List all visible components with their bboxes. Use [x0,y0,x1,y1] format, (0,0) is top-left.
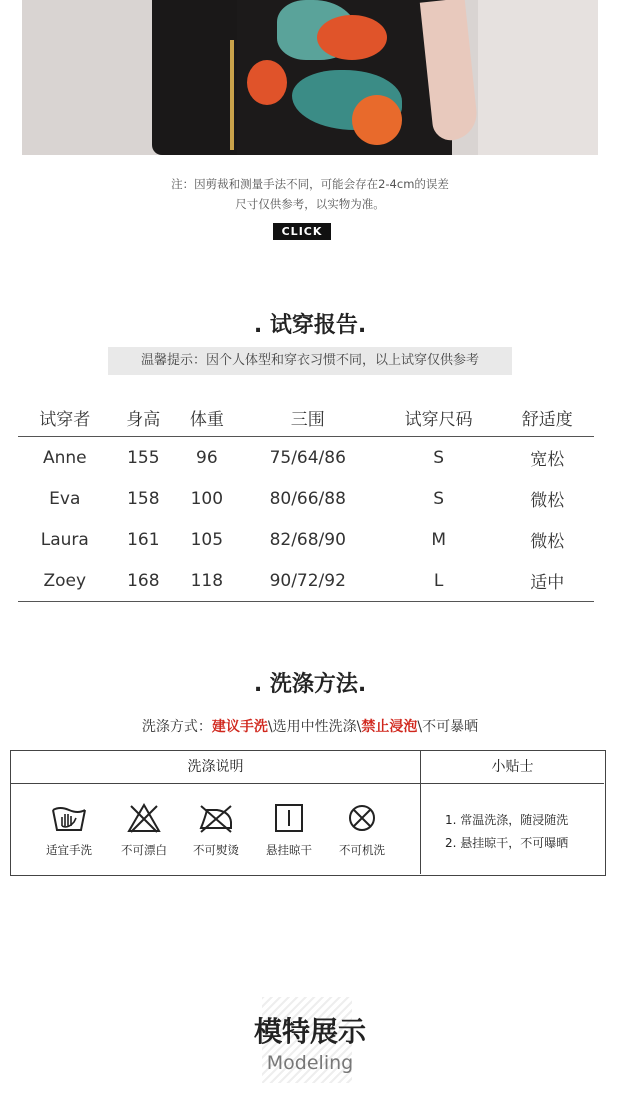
table-row [18,560,594,602]
cell: M [431,529,446,550]
model-section-title: 模特展示 [253,1015,366,1048]
care-item [111,802,177,858]
cell: L [377,560,501,602]
fitting-report-table [18,398,594,602]
wash-instructions-box [10,750,606,876]
cell: 微松 [530,532,565,552]
tip-item: 2. 悬挂晾干，不可曝晒 [445,836,569,850]
wash-method-no-soak: 禁止浸泡 [361,719,418,735]
care-label: 不可熨烫 [193,843,239,857]
hang-dry-icon [273,802,305,834]
cell: 90/72/92 [239,560,377,602]
wash-method-no-sun: \不可暴晒 [417,719,479,735]
cell: 宽松 [530,450,565,470]
col-header: 体重 [175,398,239,437]
cell: 161 [127,529,160,550]
cell: 100 [190,488,224,509]
care-item [329,802,395,858]
care-label: 悬挂晾干 [266,843,312,857]
cell: 82/68/90 [269,529,346,550]
tips-area [421,784,604,874]
wash-method-line [0,716,620,736]
size-note-line2: 尺寸仅供参考，以实物为准。 [235,197,385,211]
care-label: 不可漂白 [121,843,167,857]
table-row [18,478,594,519]
col-header: 试穿尺码 [377,398,501,437]
cell: 155 [127,447,160,468]
report-tip: 温馨提示：因个人体型和穿衣习惯不同，以上试穿仅供参考 [108,347,512,375]
col-header: 三围 [239,398,377,437]
care-item [256,802,322,858]
cell: 105 [190,529,224,550]
wash-method-hand-wash: 建议手洗 [211,719,268,735]
cell: Zoey [18,560,112,602]
photo-bag-chain [230,40,234,150]
care-label: 不可机洗 [339,843,385,857]
no-iron-icon [197,802,235,834]
care-label: 适宜手洗 [46,843,92,857]
no-machine-wash-icon [346,802,378,834]
product-photo [22,0,598,155]
table-row [18,437,594,479]
col-header: 舒适度 [500,398,594,437]
tips-header: 小贴士 [421,751,604,784]
wash-method-neutral: \选用中性洗涤\ [267,719,362,735]
col-header: 试穿者 [18,398,112,437]
cell: 微松 [530,491,565,511]
model-section-subtitle: Modeling [266,1052,354,1074]
no-bleach-icon [126,802,162,834]
wash-instructions-header: 洗涤说明 [11,751,421,784]
wash-title: . 洗涤方法. [253,672,367,697]
cell: 168 [112,560,176,602]
cell: 80/66/88 [269,488,346,509]
cell: S [433,447,445,468]
col-header: 身高 [112,398,176,437]
cell: 158 [127,488,160,509]
table-row [18,519,594,560]
photo-background [478,0,598,155]
tip-item: 1. 常温洗涤，随浸随洗 [445,813,569,827]
cell: 96 [196,447,218,468]
cell: 75/64/86 [269,447,346,468]
cell: 118 [175,560,239,602]
care-item [183,802,249,858]
hand-wash-icon [50,802,88,834]
photo-printed-skirt [237,0,452,155]
care-item [36,802,102,858]
cell: Laura [40,529,89,550]
wash-method-prefix: 洗涤方式： [141,719,212,735]
click-button[interactable]: CLICK [273,223,331,240]
table-header-row [18,398,594,437]
cell: S [433,488,445,509]
report-title: . 试穿报告. [253,313,367,338]
cell: Eva [49,488,81,509]
size-note-line1: 注：因剪裁和测量手法不同，可能会存在2-4cm的误差 [171,177,449,191]
care-icons-area [11,784,421,874]
cell: Anne [42,447,87,468]
cell: 适中 [500,560,594,602]
